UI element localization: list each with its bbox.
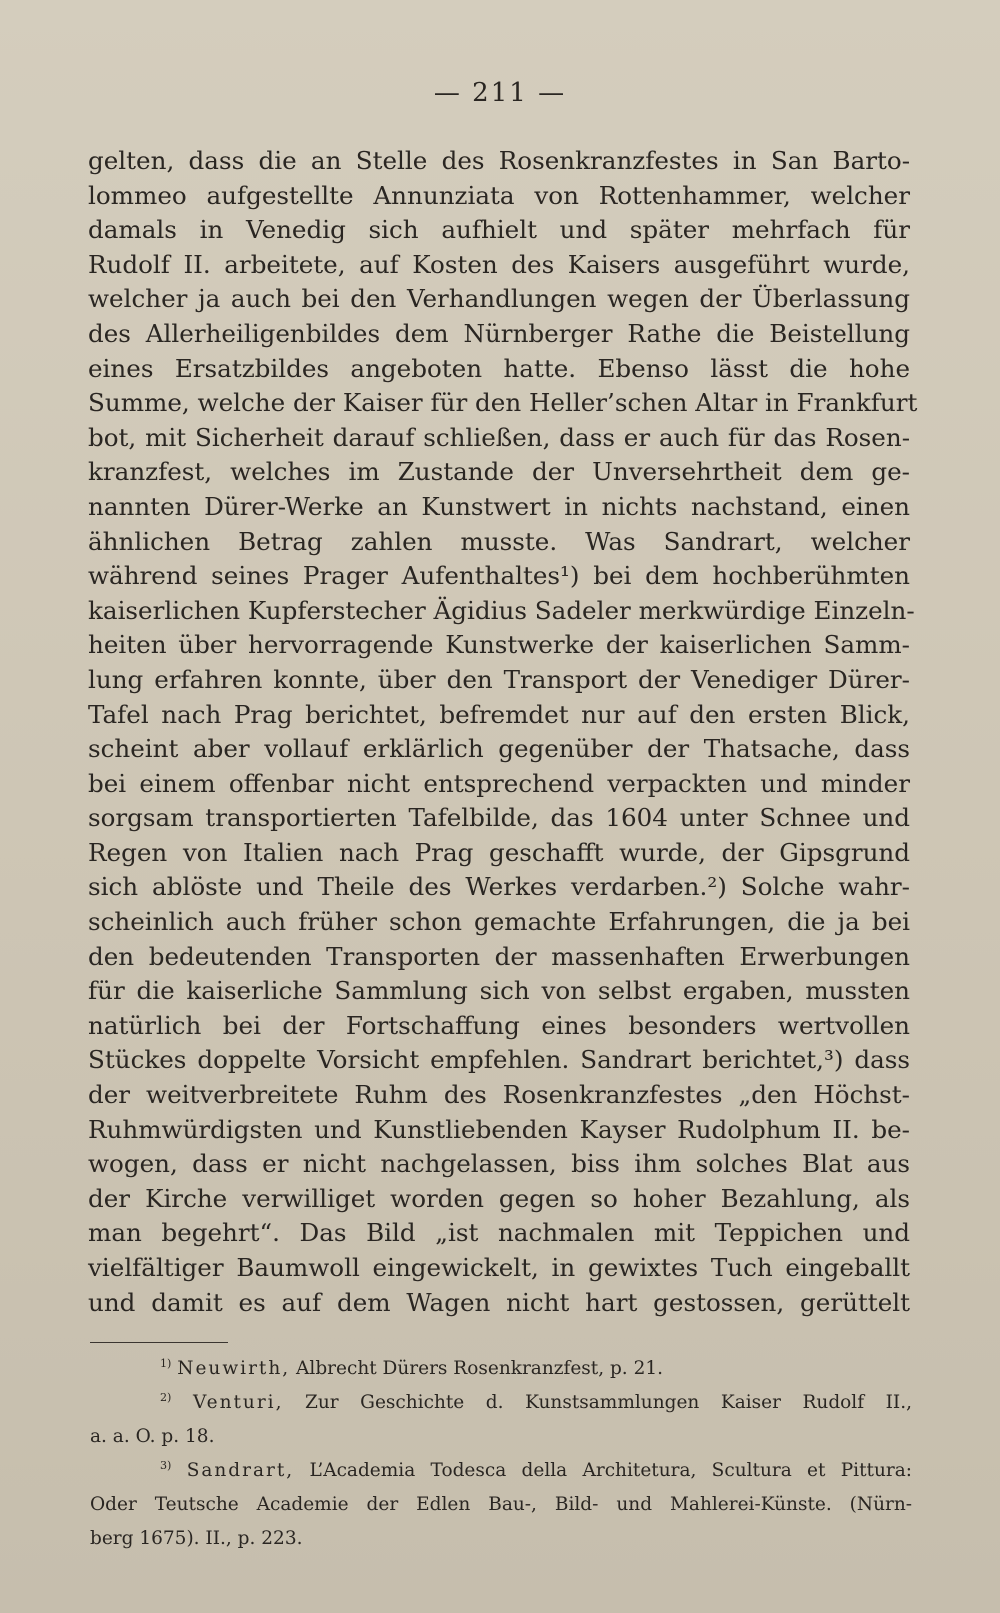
text-line: gelten, dass die an Stelle des Rosenkranzfestes in San Barto- [88, 146, 910, 175]
footnote-3-continuation: Oder Teutsche Academie der Edlen Bau-, Bild- und Mahlerei-Künste. (Nürn- [90, 1494, 912, 1515]
text-line: wogen, dass er nicht nachgelassen, biss ihm solches Blat aus [88, 1149, 910, 1179]
footnote-author: Venturi, [192, 1392, 284, 1413]
footnote-text: Zur Geschichte d. Kunstsammlungen Kaiser Rudolf II., [283, 1392, 912, 1413]
text-line: heiten über hervorragende Kunstwerke der kaiserlichen Samm- [88, 630, 910, 660]
text-line: welcher ja auch bei den Verhandlungen wegen der Überlassung [88, 284, 910, 314]
text-line: vielfältiger Baumwoll eingewickelt, in gewixtes Tuch eingeballt [88, 1253, 910, 1282]
text-line: ähnlichen Betrag zahlen musste. Was Sandrart, welcher [88, 526, 910, 556]
footnote-divider [90, 1342, 228, 1343]
text-line: Regen von Italien nach Prag geschafft wurde, der Gipsgrund [88, 837, 910, 867]
text-line: nannten Dürer-Werke an Kunstwert in nichts nachstand, einen [88, 491, 910, 521]
footnote-text: Albrecht Dürers Rosenkranzfest, p. 21. [290, 1358, 663, 1379]
page-number: — 211 — [433, 78, 567, 108]
footnote-3-continuation: berg 1675). II., p. 223. [90, 1528, 303, 1549]
text-line: Rudolf II. arbeitete, auf Kosten des Kaisers ausgeführt wurde, [88, 249, 910, 279]
text-line: Ruhmwürdigsten und Kunstliebenden Kayser Rudolphum II. be- [88, 1114, 910, 1144]
footnotes [90, 1352, 912, 1556]
text-line: für die kaiserliche Sammlung sich von selbst ergaben, mussten [88, 976, 910, 1006]
footnote-3 [90, 1454, 912, 1488]
text-line: des Allerheiligenbildes dem Nürnberger Rathe die Beistellung [88, 318, 910, 348]
footnote-author: Neuwirth, [177, 1358, 291, 1379]
text-line: Stückes doppelte Vorsicht empfehlen. Sandrart berichtet,³) dass [88, 1045, 910, 1075]
footnote-marker: 2) [160, 1390, 172, 1404]
text-line: sorgsam transportierten Tafelbilde, das 1604 unter Schnee und [88, 803, 910, 833]
text-line: Summe, welche der Kaiser für den Heller’schen Altar in Frankfurt [88, 388, 918, 418]
text-line: den bedeutenden Transporten der massenhaften Erwerbungen [88, 941, 910, 971]
text-line: lommeo aufgestellte Annunziata von Rottenhammer, welcher [88, 180, 910, 210]
footnote-author: Sandrart, [186, 1460, 295, 1481]
text-line: der Kirche verwilliget worden gegen so hoher Bezahlung, als [88, 1183, 910, 1213]
text-line: lung erfahren konnte, über den Transport der Venediger Dürer- [88, 664, 910, 694]
text-line: damals in Venedig sich aufhielt und später mehrfach für [88, 215, 910, 245]
footnote-text: L’Academia Todesca della Architetura, Scultura et Pittura: [294, 1460, 912, 1481]
text-line: der weitverbreitete Ruhm des Rosenkranzfestes „den Höchst- [88, 1080, 910, 1110]
text-line: während seines Prager Aufenthaltes¹) bei dem hochberühmten [88, 561, 910, 591]
text-line: scheinlich auch früher schon gemachte Erfahrungen, die ja bei [88, 907, 910, 937]
body-text [88, 144, 918, 1320]
footnote-1 [90, 1352, 912, 1386]
text-line: man begehrt“. Das Bild „ist nachmalen mit Teppichen und [88, 1218, 910, 1248]
text-line: eines Ersatzbildes angeboten hatte. Ebenso lässt die hohe [88, 353, 910, 383]
text-line: Tafel nach Prag berichtet, befremdet nur auf den ersten Blick, [88, 699, 910, 729]
text-line: natürlich bei der Fortschaffung eines besonders wertvollen [88, 1010, 910, 1040]
text-line: bot, mit Sicherheit darauf schließen, dass er auch für das Rosen- [88, 422, 910, 452]
footnote-marker: 3) [160, 1458, 172, 1472]
text-line: kranzfest, welches im Zustande der Unversehrtheit dem ge- [88, 457, 910, 487]
footnote-2-continuation: a. a. O. p. 18. [90, 1426, 215, 1447]
text-line: sich ablöste und Theile des Werkes verdarben.²) Solche wahr- [88, 872, 910, 902]
footnote-2 [90, 1386, 912, 1420]
text-line: kaiserlichen Kupferstecher Ägidius Sadeler merkwürdige Einzeln- [88, 595, 915, 625]
text-line: bei einem offenbar nicht entsprechend verpackten und minder [88, 768, 910, 798]
text-line: scheint aber vollauf erklärlich gegenüber der Thatsache, dass [88, 734, 910, 764]
footnote-marker: 1) [160, 1356, 172, 1370]
text-line: und damit es auf dem Wagen nicht hart gestossen, gerüttelt [88, 1287, 910, 1317]
